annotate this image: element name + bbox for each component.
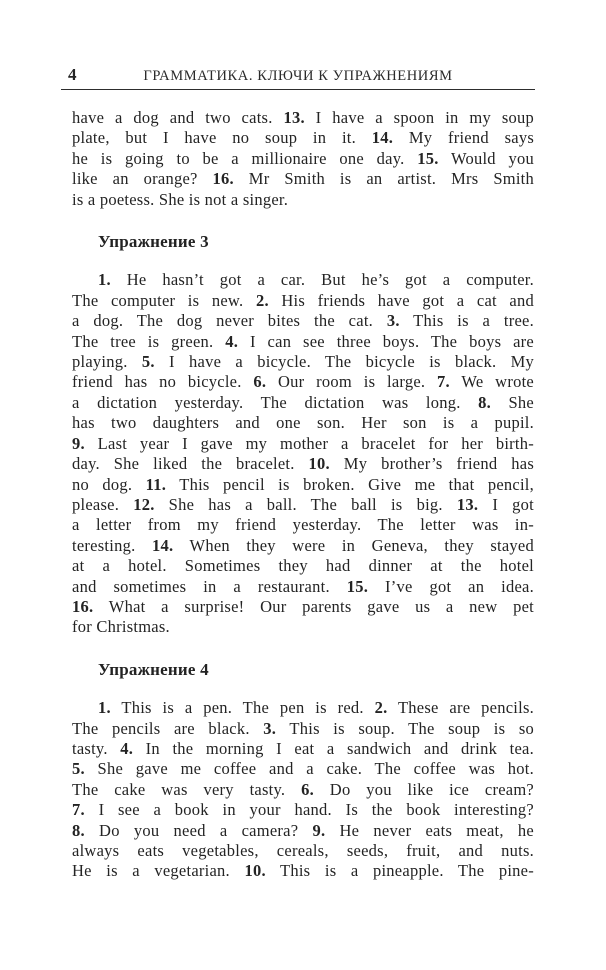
sentence-number: 12. [133,494,155,514]
paragraph-exercise-2-answers-continued [72,108,534,210]
exercise-4-heading: Упражнение 4 [98,659,209,679]
text-line: has two daughters and one son. Her son is a pupil. [72,413,534,433]
text-line: playing. 5. I have a bicycle. The bicycle is black. My [72,352,534,372]
sentence-number: 13. [456,494,479,514]
sentence-number: 3. [263,718,277,738]
sentence-number: 3. [386,311,400,331]
sentence-number: 2. [255,290,269,310]
page-header [61,62,535,88]
text-line: day. She liked the bracelet. 10. My brother’s friend has [72,454,535,474]
sentence-number: 14. [371,128,394,148]
text-line: like an orange? 16. Mr Smith is an artist. Mrs Smith [72,169,535,189]
sentence-number: 9. [312,820,326,840]
sentence-number: 16. [212,169,234,189]
header-rule [61,89,535,90]
sentence-number: 7. [72,800,85,820]
paragraph-exercise-3-answers [72,270,534,637]
sentence-number: 5. [141,352,155,372]
text-line: 16. What a surprise! Our parents gave us a new pet [72,596,534,616]
text-line: 1. He hasn’t got a car. But he’s got a computer. [98,270,534,290]
sentence-number: 1. [98,270,111,290]
text-line: He is a vegetarian. 10. This is a pineapple. The pine- [72,861,534,881]
text-line: at a hotel. Sometimes they had dinner at the hotel [72,556,534,576]
text-line: 8. Do you need a camera? 9. He never eats meat, he [72,820,534,840]
sentence-number: 7. [437,372,450,392]
text-line: The cake was very tasty. 6. Do you like ice cream? [72,779,534,799]
text-line: The tree is green. 4. I can see three boys. The boys are [72,331,534,351]
sentence-number: 10. [308,454,330,474]
text-line: friend has no bicycle. 6. Our room is large. 7. We wrote [72,372,534,392]
text-line: plate, but I have no soup in it. 14. My friend says [72,128,535,148]
sentence-number: 6. [301,779,314,799]
text-line: 9. Last year I gave my mother a bracelet for her birth- [72,433,534,453]
sentence-number: 2. [374,698,388,718]
page-number: 4 [68,65,77,84]
text-line: The pencils are black. 3. This is soup. The soup is so [72,718,534,738]
sentence-number: 16. [72,596,94,616]
text-line: for Christmas. [72,617,170,637]
sentence-number: 11. [145,474,167,494]
text-line: always eats vegetables, cereals, seeds, fruit, and nuts. [72,841,534,860]
sentence-number: 4. [225,331,239,351]
sentence-number: 14. [151,535,174,555]
sentence-number: 8. [478,392,491,412]
text-line: please. 12. She has a ball. The ball is big. 13. I got [72,494,534,514]
text-line: and sometimes in a restaurant. 15. I’ve got an idea. [72,576,535,596]
sentence-number: 15. [346,576,369,596]
sentence-number: 8. [72,820,85,840]
sentence-number: 13. [283,108,305,127]
text-line: tasty. 4. In the morning I eat a sandwich and drink tea. [72,738,534,758]
text-line: is a poetess. She is not a singer. [72,189,289,209]
paragraph-exercise-4-answers [72,698,534,882]
text-line: a dictation yesterday. The dictation was long. 8. She [72,392,534,412]
text-line: no dog. 11. This pencil is broken. Give me that pencil, [72,474,535,494]
page-body [72,108,534,882]
sentence-number: 9. [72,433,85,453]
text-line: teresting. 14. When they were in Geneva, they stayed [72,535,534,555]
text-line: he is going to be a millionaire one day. 15. Would you [72,148,534,168]
text-line: a letter from my friend yesterday. The letter was in- [72,515,534,535]
text-line: a dog. The dog never bites the cat. 3. This is a tree. [72,311,534,331]
sentence-number: 1. [98,698,111,718]
sentence-number: 6. [253,372,267,392]
sentence-number: 15. [417,148,439,168]
sentence-number: 4. [120,738,134,758]
running-title: ГРАММАТИКА. КЛЮЧИ К УПРАЖНЕНИЯМ [143,68,453,84]
sentence-number: 5. [72,759,85,779]
text-line: 7. I see a book in your hand. Is the book interesting? [72,800,534,820]
text-line: 1. This is a pen. The pen is red. 2. These are pencils. [98,698,534,718]
sentence-number: 10. [244,861,266,881]
text-line: The computer is new. 2. His friends have got a cat and [72,290,534,310]
text-line: 5. She gave me coffee and a cake. The coffee was hot. [72,759,534,779]
exercise-3-heading: Упражнение 3 [98,232,209,252]
text-line: have a dog and two cats. 13. I have a spoon in my soup [72,108,534,127]
